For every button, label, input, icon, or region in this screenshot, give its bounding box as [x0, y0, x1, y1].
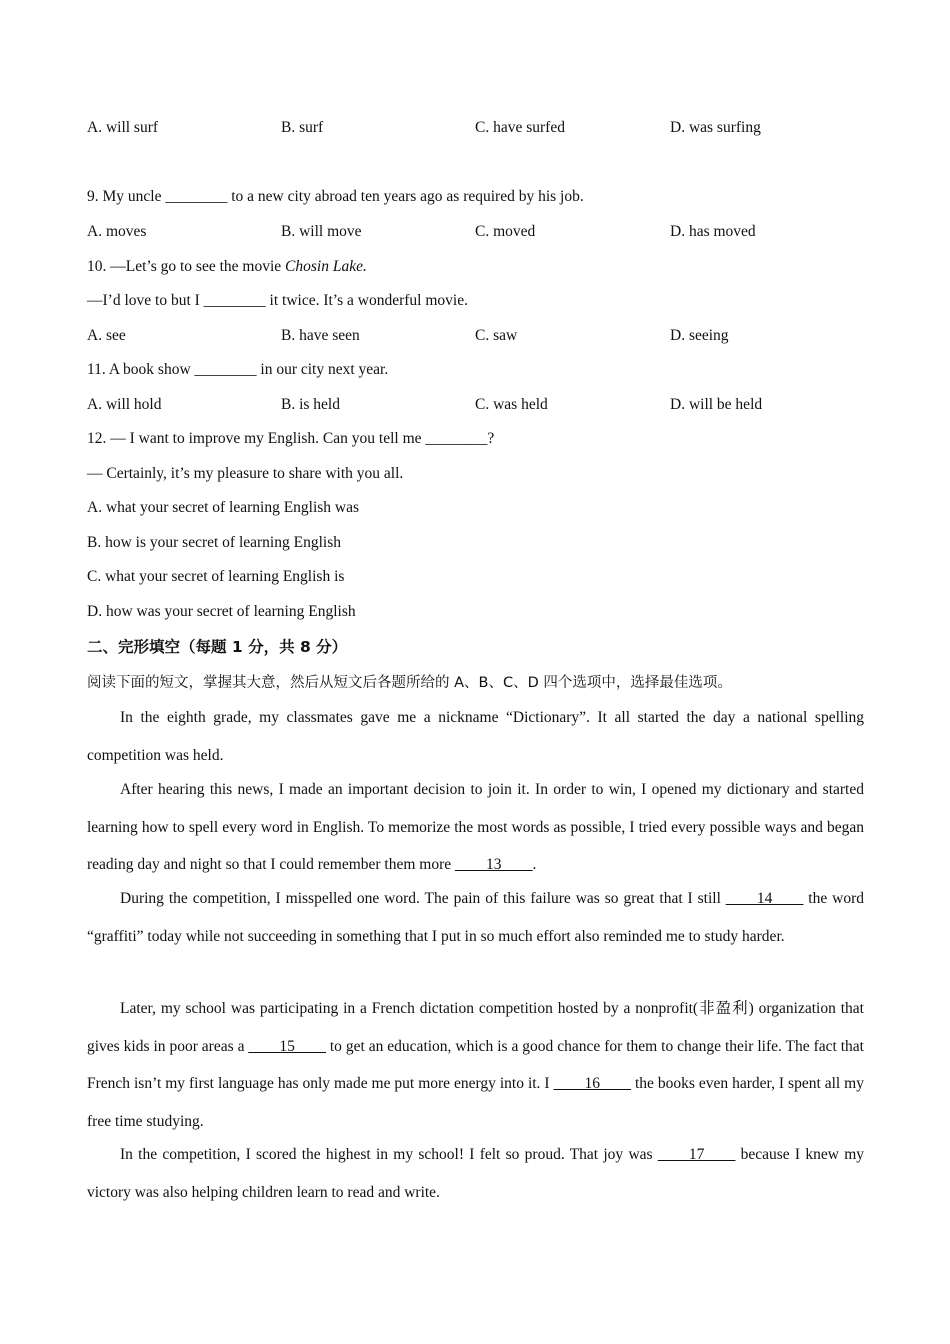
paragraph-5-text: In the competition, I scored the highest in my school! I felt so proud. That joy was — [120, 1146, 658, 1163]
passage-paragraph-5 — [87, 1136, 864, 1211]
paragraph-5-end: because I knew my victory was also helping children learn to read and write. — [87, 1146, 864, 1201]
q12-option-a: A. what your secret of learning English was — [87, 499, 360, 516]
q11-stem: 11. A book show ________ in our city next year. — [87, 361, 389, 378]
paragraph-4-text: Later, my school was participating in a French dictation competition hosted by a nonprofit(非盈利) organization that gives kids in poor areas a — [87, 1000, 864, 1055]
paragraph-1-text: In the eighth grade, my classmates gave me a nickname “Dictionary”. It all started the day a national spelling competition was held. — [87, 709, 864, 764]
q11-option-a: A. will hold — [87, 396, 162, 413]
q10-stem-text: 10. —Let’s go to see the movie — [87, 258, 286, 275]
q10-stem — [87, 257, 367, 277]
blank-15: ____15____ — [248, 1037, 326, 1055]
q10-option-a: A. see — [87, 327, 126, 344]
q12-stem: 12. — I want to improve my English. Can you tell me ________? — [87, 430, 495, 447]
q11-option-d: D. will be held — [670, 396, 763, 413]
passage-paragraph-4 — [87, 990, 864, 1140]
q11-option-c: C. was held — [475, 396, 548, 413]
q10-movie-title: Chosin Lake. — [285, 258, 367, 275]
passage-paragraph-1 — [87, 699, 864, 774]
q9-option-b: B. will move — [281, 223, 362, 240]
q10-option-d: D. seeing — [670, 327, 729, 344]
q10-option-c: C. saw — [475, 327, 518, 344]
paragraph-3-end: the word “graffiti” today while not succeeding in something that I put in so much effort also reminded me to study harder. — [87, 890, 864, 945]
q8-option-b: B. surf — [281, 119, 324, 136]
blank-13: ____13____ — [455, 856, 533, 873]
q12-option-b: B. how is your secret of learning English — [87, 534, 341, 551]
q8-option-a: A. will surf — [87, 119, 159, 136]
paragraph-2-text: After hearing this news, I made an important decision to join it. In order to win, I opened my dictionary and started learning how to spell every word in English. To memorize the most words as possible, I tried every possible ways and began reading day and night so that I could remember them more — [87, 781, 864, 873]
q9-stem: 9. My uncle ________ to a new city abroad ten years ago as required by his job. — [87, 188, 584, 205]
q9-option-a: A. moves — [87, 223, 147, 240]
passage-paragraph-2 — [87, 771, 864, 884]
section-instruction: 阅读下面的短文，掌握其大意，然后从短文后各题所给的 A、B、C、D 四个选项中，选择最佳选项。 — [87, 675, 732, 691]
paragraph-4-middle: to get an education, which is a good chance for them to change their life. The fact that French isn’t my first language has only made me put more energy into it. I — [87, 1037, 864, 1092]
q8-option-c: C. have surfed — [475, 119, 565, 136]
q11-option-b: B. is held — [281, 396, 340, 413]
q9-option-c: C. moved — [475, 223, 536, 240]
paragraph-3-text: During the competition, I misspelled one word. The pain of this failure was so great that I still — [120, 890, 726, 907]
q12-reply: — Certainly, it’s my pleasure to share with you all. — [87, 465, 404, 482]
blank-16: ____16____ — [553, 1075, 632, 1092]
q9-option-d: D. has moved — [670, 223, 756, 240]
section-heading: 二、完形填空（每题 1 分，共 8 分） — [87, 638, 348, 656]
passage-paragraph-3 — [87, 880, 864, 955]
q12-option-d: D. how was your secret of learning English — [87, 603, 356, 620]
blank-17: ____17____ — [657, 1146, 736, 1163]
q8-option-d: D. was surfing — [670, 119, 761, 136]
q10-option-b: B. have seen — [281, 327, 360, 344]
q10-reply: —I’d love to but I ________ it twice. It’s a wonderful movie. — [87, 292, 468, 309]
q12-option-c: C. what your secret of learning English is — [87, 568, 345, 585]
paragraph-2-end: . — [532, 856, 537, 873]
blank-14: ____14____ — [725, 890, 804, 907]
paragraph-4-end: the books even harder, I spent all my free time studying. — [87, 1075, 864, 1130]
